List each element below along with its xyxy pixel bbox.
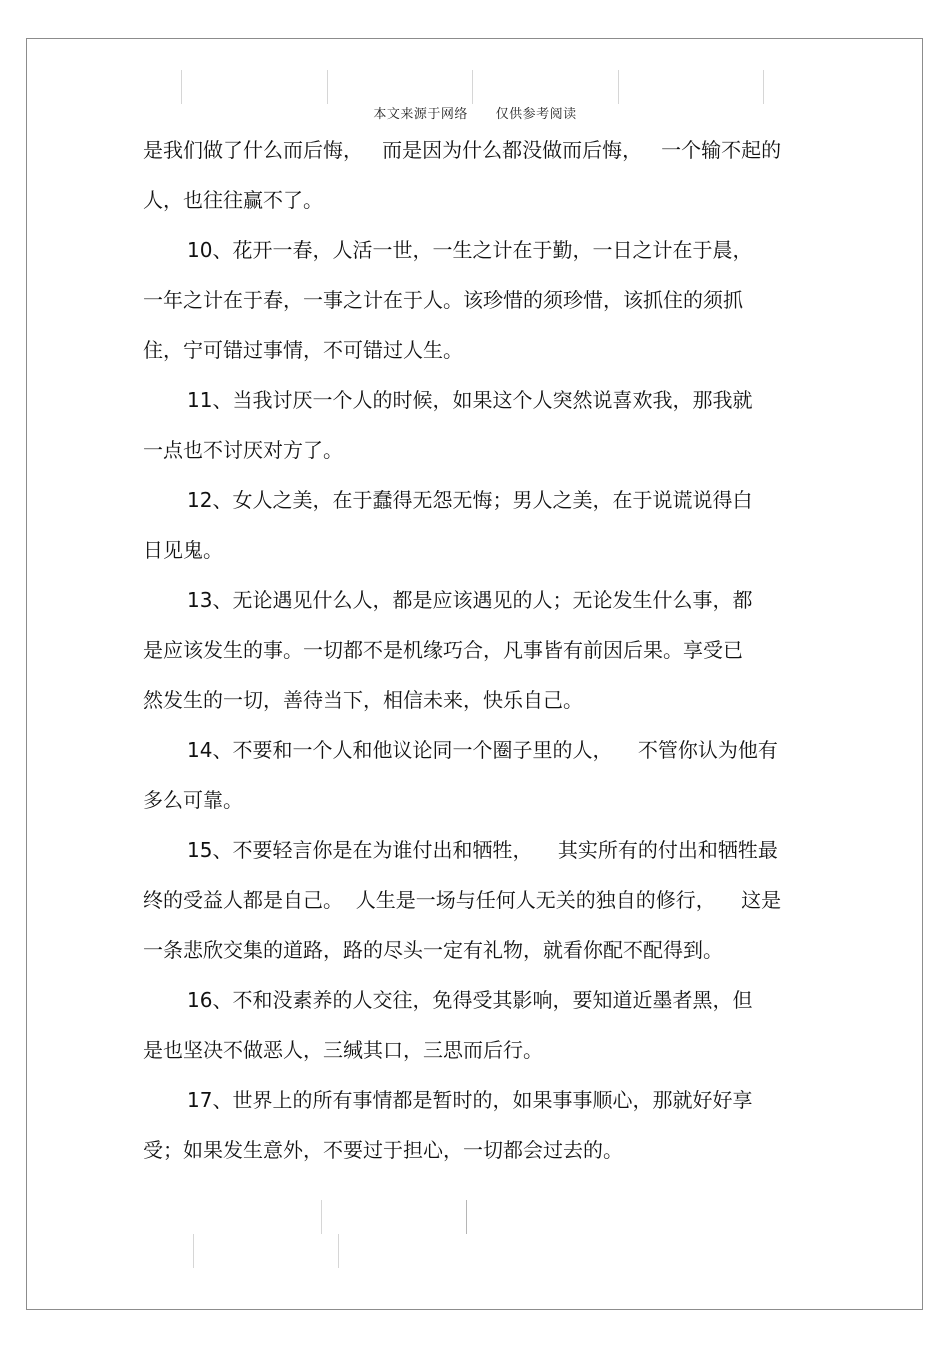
text-line: 人，也往往赢不了。 xyxy=(143,188,323,212)
bottom-tick-mark xyxy=(321,1200,322,1234)
top-tick-mark xyxy=(181,70,182,104)
top-tick-mark xyxy=(763,70,764,104)
text-line: 一点也不讨厌对方了。 xyxy=(143,438,343,462)
bottom-tick-mark xyxy=(338,1234,339,1268)
text-line: 然发生的一切，善待当下，相信未来，快乐自己。 xyxy=(143,688,583,712)
text-line: 受；如果发生意外，不要过于担心，一切都会过去的。 xyxy=(143,1138,623,1162)
top-tick-mark xyxy=(472,70,473,104)
text-line: 16、不和没素养的人交往，免得受其影响，要知道近墨者黑，但 xyxy=(187,988,753,1012)
text-line: 一年之计在于春，一事之计在于人。该珍惜的须珍惜，该抓住的须抓 xyxy=(143,288,743,312)
text-line: 11、当我讨厌一个人的时候，如果这个人突然说喜欢我，那我就 xyxy=(187,388,753,412)
source-disclaimer: 本文来源于网络 仅供参考阅读 xyxy=(373,107,577,122)
text-line: 住，宁可错过事情，不可错过人生。 xyxy=(143,338,463,362)
page-border xyxy=(26,38,923,1310)
bottom-tick-mark xyxy=(193,1234,194,1268)
text-line: 17、世界上的所有事情都是暂时的，如果事事顺心，那就好好享 xyxy=(187,1088,753,1112)
text-line: 10、花开一春，人活一世，一生之计在于勤，一日之计在于晨， xyxy=(187,238,753,262)
text-line: 日见鬼。 xyxy=(143,538,223,562)
text-line: 是也坚决不做恶人，三缄其口，三思而后行。 xyxy=(143,1038,543,1062)
top-tick-mark xyxy=(618,70,619,104)
text-line: 是应该发生的事。一切都不是机缘巧合，凡事皆有前因后果。享受已 xyxy=(143,638,743,662)
text-line: 13、无论遇见什么人，都是应该遇见的人；无论发生什么事，都 xyxy=(187,588,753,612)
text-line: 终的受益人都是自己。 人生是一场与任何人无关的独自的修行， 这是 xyxy=(143,888,782,912)
bottom-tick-mark xyxy=(466,1200,467,1234)
text-line: 15、不要轻言你是在为谁付出和牺牲， 其实所有的付出和牺牲最 xyxy=(187,838,778,862)
text-line: 12、女人之美，在于蠢得无怨无悔；男人之美，在于说谎说得白 xyxy=(187,488,753,512)
text-line: 多么可靠。 xyxy=(143,788,243,812)
top-tick-mark xyxy=(327,70,328,104)
text-line: 14、不要和一个人和他议论同一个圈子里的人， 不管你认为他有 xyxy=(187,738,778,762)
text-line: 一条悲欣交集的道路，路的尽头一定有礼物，就看你配不配得到。 xyxy=(143,938,723,962)
text-line: 是我们做了什么而后悔， 而是因为什么都没做而后悔， 一个输不起的 xyxy=(143,138,782,162)
